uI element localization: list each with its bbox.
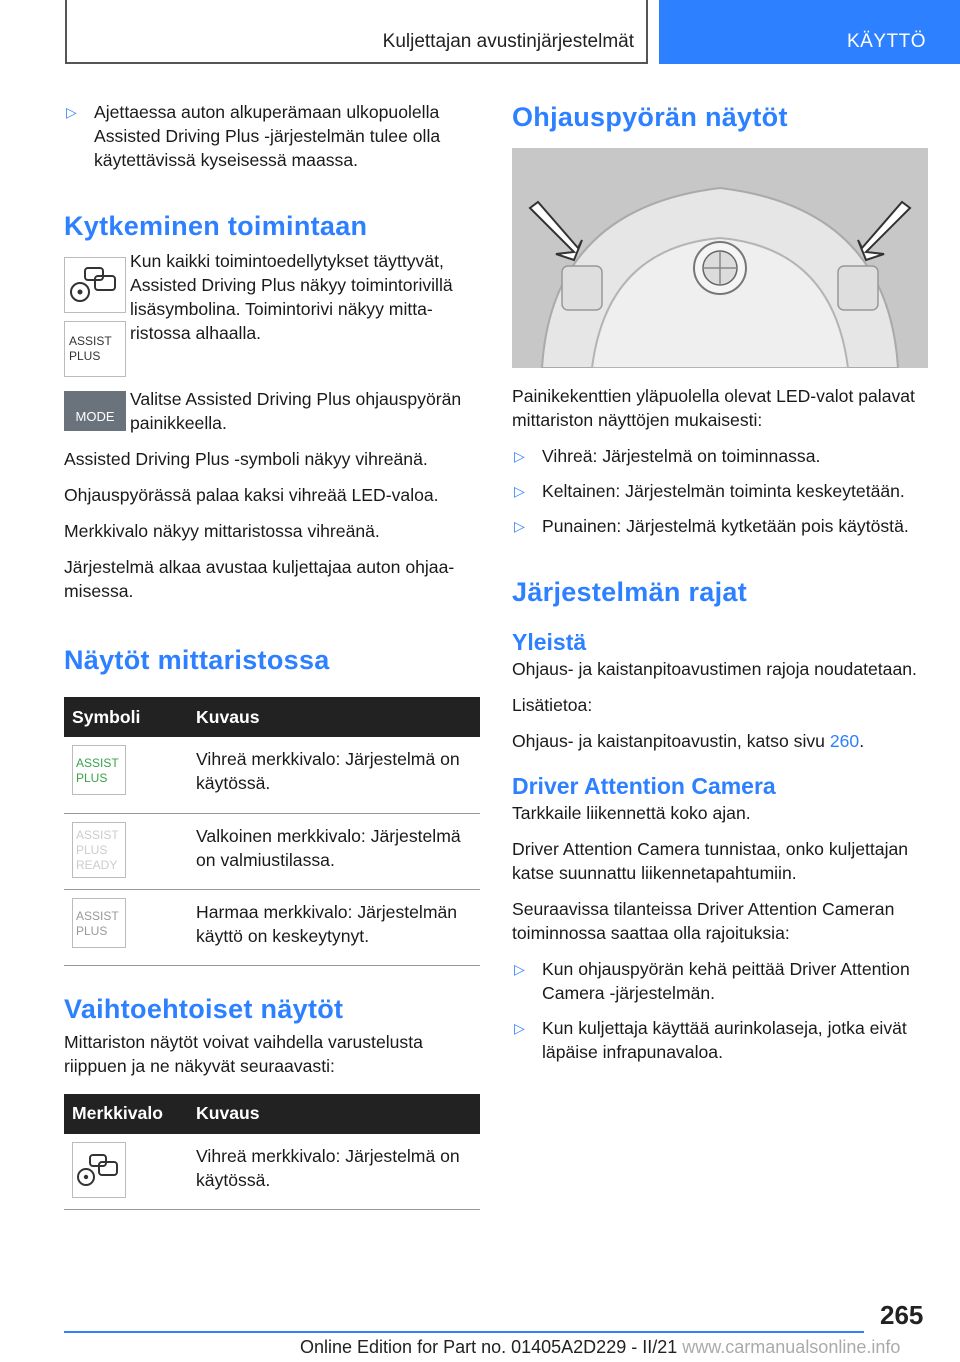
list-item [512, 957, 928, 1005]
assist-plus-green-icon-text: ASSIST PLUS [76, 756, 119, 785]
bullet-triangle-icon: ▷ [66, 104, 77, 120]
paragraph: Seuraavissa tilanteissa Driver Attention Cameran toiminnossa saattaa olla rajoituksia: [512, 899, 895, 943]
header-title-box [65, 0, 648, 64]
table-header: Kuvaus [188, 1094, 480, 1134]
list-item-text: Punainen: Järjestelmä kytketään pois käytöstä. [542, 516, 909, 536]
header-section-tab [659, 0, 960, 64]
assist-plus-grey-icon-text: ASSIST PLUS [76, 908, 119, 938]
table-cell: Vihreä merkkivalo: Järjestelmä on käytössä. [188, 737, 480, 813]
heading-general: Yleistä [512, 629, 587, 655]
alternative-text: Mittariston näytöt voivat vaihdella varustelusta riippuen ja ne näkyvät seuraavasti: [64, 1031, 423, 1076]
list-item [512, 514, 928, 538]
header-title: Kuljettajan avustinjärjestelmät [382, 31, 634, 52]
paragraph: Järjestelmä alkaa avustaa kuljettajaa auton ohjaamisessa. [64, 557, 455, 601]
table-cell: Vihreä merkkivalo: Järjestelmä on käytössä. [188, 1134, 480, 1210]
table-row [64, 889, 480, 965]
bullet-triangle-icon: ▷ [514, 518, 525, 534]
indicator-table [64, 1094, 480, 1211]
list-item-text: Kun ohjauspyörän kehä peittää Driver Attention Camera -järjestelmän. [542, 959, 910, 1003]
table-row [64, 813, 480, 889]
page-reference-link[interactable]: 260 [829, 731, 860, 751]
paragraph: Merkkivalo näkyy mittaristossa vihreänä. [64, 521, 380, 541]
intro-bullet [64, 100, 480, 172]
table-row [64, 737, 480, 813]
bullet-triangle-icon: ▷ [514, 483, 525, 499]
activation-text: Kun kaikki toimintoedellytykset täyttyvät, Assisted Driving Plus näkyy toimintorivillä lisäsymbolina. Toimintorivi näkyy mittaristossa alhaalla. [130, 251, 453, 343]
header-section-label: KÄYTTÖ [846, 31, 926, 52]
mode-text: Valitse Assisted Driving Plus ohjauspyörän painikkeella. [130, 389, 462, 433]
list-item [512, 479, 928, 503]
heading-wheel: Ohjauspyörän näytöt [512, 102, 788, 132]
list-item-text: Vihreä: Järjestelmä on toiminnassa. [542, 446, 821, 466]
table-header: Merkkivalo [64, 1094, 188, 1134]
table-row [64, 1134, 480, 1210]
list-item [512, 444, 928, 468]
reference-label: Ohjaus- ja kaistanpitoavustin, katso sivu [512, 731, 825, 751]
paragraph: Assisted Driving Plus -symboli näkyy vihreänä. [64, 449, 428, 469]
list-item-text: Keltainen: Järjestelmän toiminta keskeytetään. [542, 481, 905, 501]
paragraph: Ohjauspyörässä palaa kaksi vihreää LED-valoa. [64, 485, 439, 505]
assist-plus-ready-icon-text: ASSIST PLUS READY [76, 827, 119, 872]
heading-limits: Järjestelmän rajat [512, 577, 748, 607]
heading-activation: Kytkeminen toimintaan [64, 211, 368, 241]
bullet-triangle-icon: ▷ [514, 448, 525, 464]
bullet-triangle-icon: ▷ [514, 1020, 525, 1036]
general-text: Ohjaus- ja kaistanpitoavustimen rajoja noudatetaan. [512, 659, 917, 679]
symbol-table [64, 697, 480, 966]
activation-block [64, 249, 480, 377]
heading-alternative: Vaihtoehtoiset näytöt [64, 993, 344, 1024]
heading-camera: Driver Attention Camera [512, 773, 776, 799]
assist-plus-green-icon [72, 745, 126, 795]
mode-button-label: MODE [75, 409, 115, 424]
heading-cluster: Näytöt mittaristossa [64, 645, 330, 675]
footer-edition-text: Online Edition for Part no. 01405A2D229 - II/21 [300, 1337, 678, 1357]
list-item-text: Kun kuljettaja käyttää aurinkolaseja, jotka eivät läpäise infrapunavaloa. [542, 1018, 907, 1062]
left-column [64, 100, 480, 1210]
footer-edition [300, 1337, 900, 1358]
assist-plus-icon [64, 321, 126, 377]
reference-end: . [859, 731, 865, 751]
intro-bullet-text: Ajettaessa auton alkuperämaan ulkopuolella Assisted Driving Plus -järjestelmän tulee olla käytettävissä kyseisessä maassa. [94, 102, 441, 170]
mode-button-icon [64, 391, 126, 431]
assist-plus-grey-icon [72, 898, 126, 948]
footer-divider [64, 1331, 864, 1333]
mode-block [64, 387, 480, 447]
footer-watermark: www.carmanualsonline.info [682, 1337, 901, 1357]
steering-wheel-photo [512, 148, 928, 368]
more-info-label: Lisätietoa: [512, 695, 593, 715]
wheel-text: Painikekenttien yläpuolella olevat LED-valot palavat mittariston näyttöjen mukaisesti: [512, 386, 915, 430]
table-cell: Harmaa merkkivalo: Järjestelmän käyttö on keskeytynyt. [188, 889, 480, 965]
car-steering-icon [64, 257, 126, 313]
list-item [512, 1016, 928, 1064]
paragraph: Tarkkaile liikennettä koko ajan. [512, 803, 751, 823]
bullet-triangle-icon: ▷ [514, 961, 525, 977]
page-number: 265 [880, 1300, 924, 1330]
assist-plus-ready-icon [72, 822, 126, 878]
table-cell: Valkoinen merkkivalo: Järjestelmä on valmiustilassa. [188, 813, 480, 889]
reference-text [512, 729, 928, 753]
right-column [512, 100, 928, 1075]
car-steering-icon [72, 1142, 126, 1198]
table-header: Kuvaus [188, 697, 480, 737]
assist-plus-icon-text: ASSIST PLUS [69, 334, 112, 363]
table-header: Symboli [64, 697, 188, 737]
paragraph: Driver Attention Camera tunnistaa, onko kuljettajan katse suunnattu liikennetapahtumiin. [512, 839, 909, 883]
